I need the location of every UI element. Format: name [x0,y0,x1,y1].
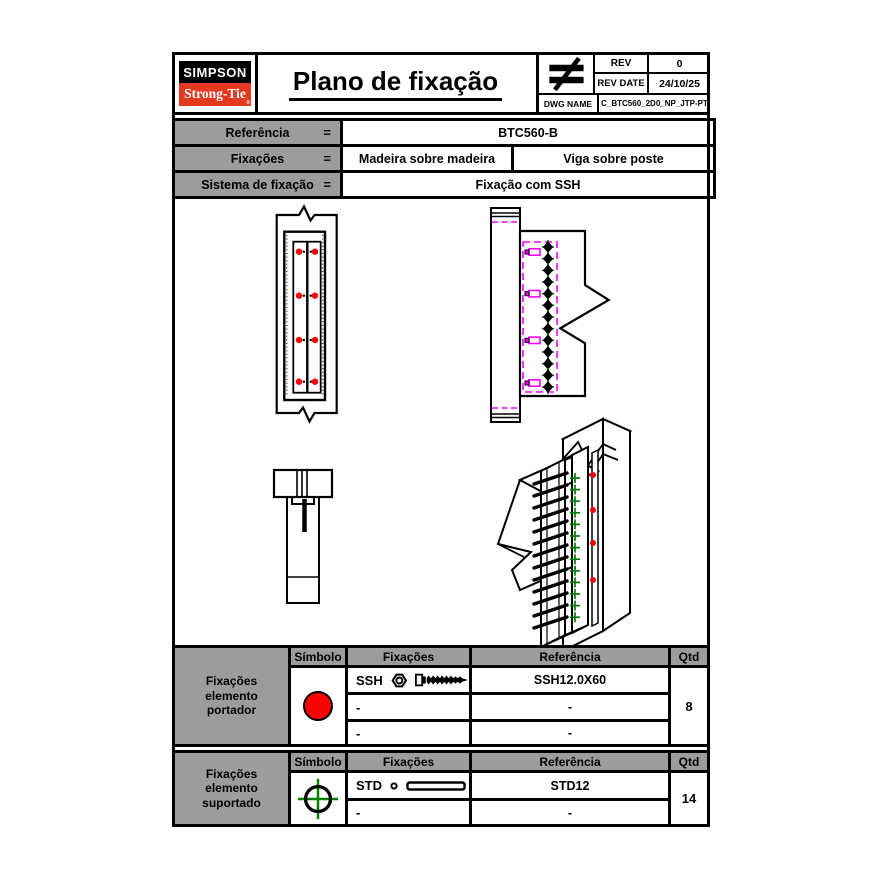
row-label: Referência = [175,121,343,144]
header-qtd: Qtd [671,753,707,770]
bracket-outer [284,232,325,400]
green-target-symbol-icon [296,777,340,821]
header-simbolo: Símbolo [291,753,345,770]
fixings-value-1: Madeira sobre madeira [343,147,514,170]
side-view [491,208,609,422]
qty-value: 14 [671,773,707,824]
red-circle-symbol-icon [303,691,333,721]
equals-sign: = [323,177,331,192]
post-end-caps [491,213,520,418]
equals-sign: = [323,125,331,140]
table-row [175,147,713,173]
front-view [277,207,337,422]
row-label: Fixações = [175,147,343,170]
equals-sign: = [323,151,331,166]
reference-value: STD12 [472,773,668,798]
legend-table-suportado [172,750,710,827]
header-fixacoes: Fixações [348,648,469,665]
fixing-row: - [348,801,469,824]
revision-block [536,55,710,112]
hidden-ssh-screws [525,249,540,386]
group-label: Fixações elemento suportado [175,753,288,824]
reference-value: - [472,801,668,824]
fixings-value-2: Viga sobre poste [563,151,664,166]
sheet-border [172,52,710,827]
portador-symbol-cell [291,668,345,744]
header-qtd: Qtd [671,648,707,665]
header-simbolo: Símbolo [291,648,345,665]
row-label: Sistema de fixação = [175,173,343,196]
simpson-strongtie-logo [179,61,251,106]
header-referencia: Referência [472,753,668,770]
reference-info-table [172,118,716,199]
fixing-row: SSH [348,668,469,692]
registered-mark: ® [246,100,250,106]
pin-end-icon [390,782,398,790]
page-title: Plano de fixação [289,66,502,101]
hex-head-icon [391,672,408,689]
screw-icon [415,672,469,688]
logo-simpson-text: SIMPSON [179,61,251,83]
isometric-view [498,419,630,645]
sheet-title-cell [255,55,536,112]
dwg-name-label: DWG NAME [539,95,599,112]
header-referencia: Referência [472,648,668,665]
fixing-row: - [348,695,469,719]
logo-strongtie-text: Strong-Tie ® [179,83,251,106]
legend-table-portador [172,645,710,747]
reference-value: - [472,722,668,744]
std-fastener-column [542,240,554,394]
group-label: Fixações elemento portador [175,648,288,744]
dwg-name-value: C_BTC560_2D0_NP_JTP-PT [601,99,708,108]
table-row [175,121,713,147]
fixing-row: STD [348,773,469,798]
rev-date-value: 24/10/25 [649,74,710,95]
header-fixacoes: Fixações [348,753,469,770]
rev-label: REV [595,55,649,74]
title-block [175,55,707,115]
logo-cell [175,55,258,112]
technical-drawing-area [175,199,707,645]
table-row [175,173,713,196]
reference-value: SSH12.0X60 [472,668,668,692]
dowel-icon [406,781,466,791]
rev-date-label: REV DATE [595,74,649,95]
section-view [274,470,332,603]
reference-value: - [472,695,668,719]
not-equal-projection-icon [541,57,591,91]
hidden-bracket-edges [492,222,519,408]
fixing-row: - [348,722,469,744]
bracket-slot-lines [297,470,307,497]
system-value: Fixação com SSH [475,177,581,192]
qty-value: 8 [671,668,707,744]
suportado-symbol-cell [291,773,345,824]
post-edge-outline [491,208,520,422]
reference-value: BTC560-B [498,125,558,140]
rev-value: 0 [649,55,710,74]
beam-cross-section [274,470,332,497]
hidden-edge-dotted [287,235,323,397]
projection-cell [539,55,595,95]
